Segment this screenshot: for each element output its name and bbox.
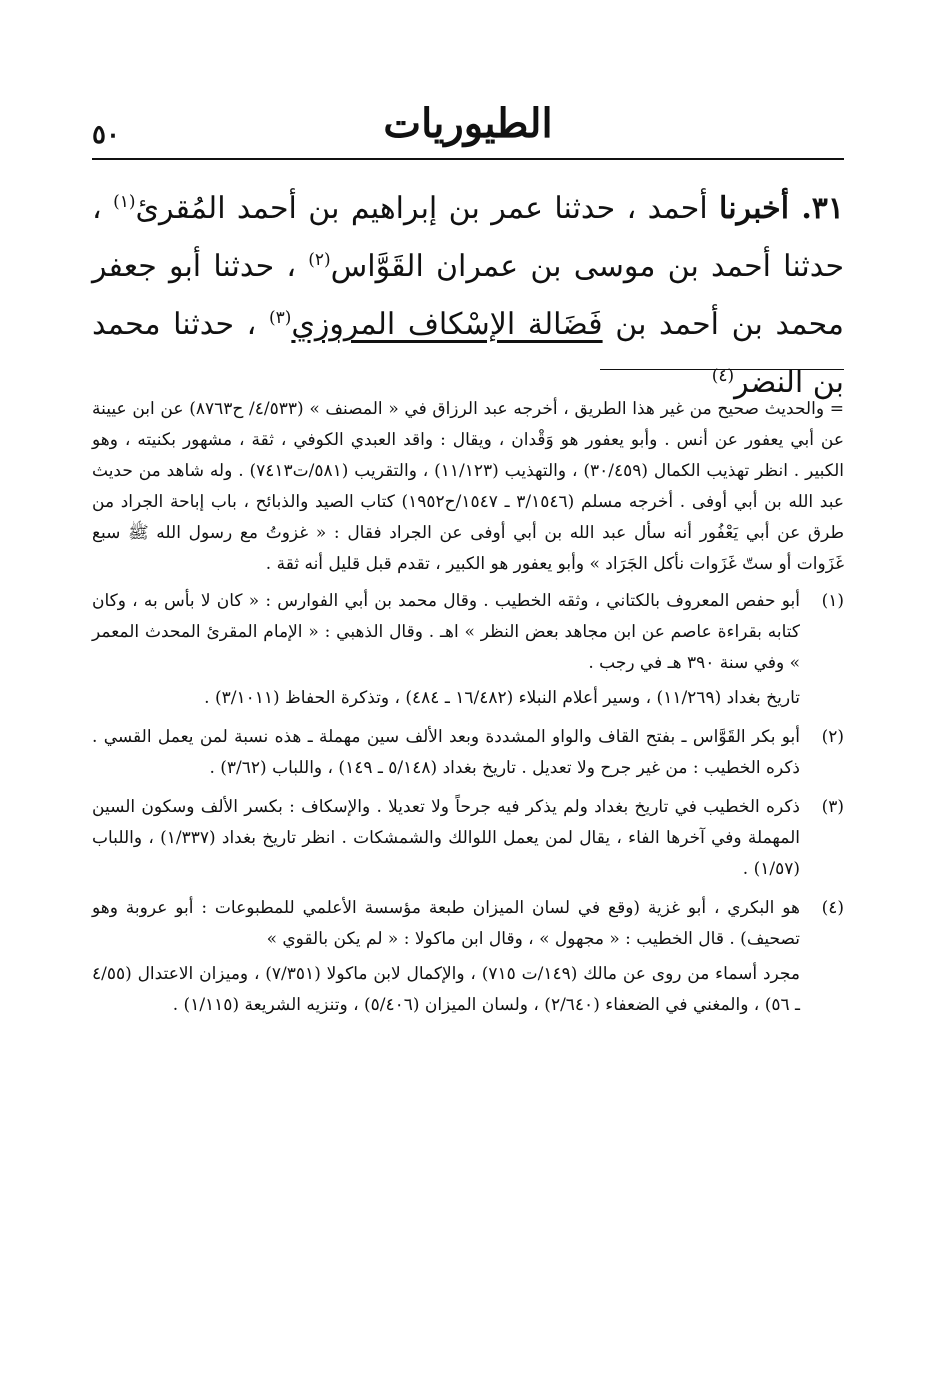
footnote-number: (٢): [821, 727, 844, 747]
page-number: ٥٠: [92, 120, 120, 150]
footnote-separator: [600, 369, 844, 370]
footnote-source: تاريخ بغداد (١١/٢٦٩) ، وسير أعلام النبلاء (١٦/٤٨٢ ـ ٤٨٤) ، وتذكرة الحفاظ (٣/١٠١١) .: [204, 688, 800, 708]
footnote-source: مجرد أسماء من روى عن مالك (١٤٩/ت ٧١٥) ، والإكمال لابن ماكولا (٧/٣٥١) ، وميزان الاعتدال (٤/٥٥ ـ ٥٦) ، والمغني في الضعفاء (٢/٦٤٠) ، ولسان الميزان (٥/٤٠٦) ، وتنزيه الشريعة (١/١١٥) .: [92, 964, 801, 1015]
hadith-text-part-3: ، حدثنا أبو جعفر محمد بن أحمد بن: [92, 249, 845, 342]
page-header: [92, 96, 844, 158]
hadith-text: [92, 180, 844, 412]
hadith-text-part-1: أحمد ، حدثنا عمر بن إبراهيم بن أحمد المُقرئ: [135, 191, 720, 226]
hadith-text-part-2: ، حدثنا أحمد بن موسى بن عمران القَوَّاس: [92, 191, 845, 284]
footnote-ref-4: (٤): [711, 366, 735, 386]
footnote-2: [92, 722, 844, 784]
footnote-3: [92, 792, 844, 885]
footnote-continuation: = والحديث صحيح من غير هذا الطريق ، أخرجه عبد الرزاق في « المصنف » (٤/٥٣٣/ ح٨٧٦٣) عن ابن عيينة عن أبي يعفور عن أنس . وأبو يعفور هو وَقْدان ، ويقال : واقد العبدي الكوفي ، ثقة ، مشهور بكنيته ، وهو الكبير . انظر تهذيب الكمال (٣٠/٤٥٩) ، والتهذيب (١١/١٢٣) ، والتقريب (٥٨١/ت٧٤١٣) . وله شاهد من حديث عبد الله بن أبي أوفى . أخرجه مسلم (٣/١٥٤٦ ـ ١٥٤٧/ح١٩٥٢) كتاب الصيد والذبائح ، باب إباحة الجراد من طرق عن أبي يَعْفُور أنه سأل عبد الله بن أبي أوفى عن الجراد فقال : « غزوتُ مع رسول الله ﷺ سبع غَزَوات أو ستّ غَزَوات نأكل الجَرَاد » وأبو يعفور هو الكبير ، تقدم قبل قليل أنه ثقة .: [92, 399, 844, 574]
hadith-number-lead: ٣١. أخبرنا: [719, 191, 844, 226]
footnote-ref-1: (١): [113, 192, 136, 212]
underlined-name: فَضَالة الإسْكاف المروزي: [291, 307, 603, 342]
footnote-ref-3: (٣): [268, 308, 292, 328]
footnotes: [92, 394, 844, 1029]
footnote-text: هو البكري ، أبو غزية (وقع في لسان الميزان طبعة مؤسسة الأعلمي للمطبوعات : أبو عروبة وهو تصحيف) . قال الخطيب : « مجهول » ، وقال ابن ماكولا : « لم يكن بالقوي »: [92, 898, 800, 949]
hadith-text-part-4: ، حدثنا محمد بن النضر: [92, 307, 844, 400]
footnote-text: أبو بكر القَوَّاس ـ بفتح القاف والواو المشددة وبعد الألف سين مهملة ـ هذه نسبة لمن يعمل القسي . ذكره الخطيب : من غير جرح ولا تعديل . تاريخ بغداد (٥/١٤٨ ـ ١٤٩) ، واللباب (٣/٦٢) .: [92, 727, 800, 778]
footnote-1: [92, 586, 844, 714]
footnote-text: أبو حفص المعروف بالكتاني ، وثقه الخطيب . وقال محمد بن أبي الفوارس : « كان لا بأس به ، وكان كتابه بقراءة عاصم عن ابن مجاهد بعض النظر » اهـ . وقال الذهبي : « الإمام المقرئ المحدث المعمر » وفي سنة ٣٩٠ هـ في رجب .: [92, 591, 800, 673]
footnote-number: (٣): [821, 797, 844, 817]
footnote-text: ذكره الخطيب في تاريخ بغداد ولم يذكر فيه جرحاً ولا تعديلا . والإسكاف : بكسر الألف وسكون السين المهملة وفي آخرها الفاء ، يقال لمن يعمل اللوالك والشمشكات . انظر تاريخ بغداد (١/٣٣٧) ، واللباب (١/٥٧) .: [92, 797, 800, 879]
footnote-4: [92, 893, 844, 1021]
footnote-number: (٤): [821, 898, 844, 918]
footnote-ref-2: (٢): [308, 250, 331, 270]
footnote-number: (١): [821, 591, 844, 611]
header-rule: [92, 158, 844, 160]
running-title: الطيوريات: [383, 100, 553, 147]
